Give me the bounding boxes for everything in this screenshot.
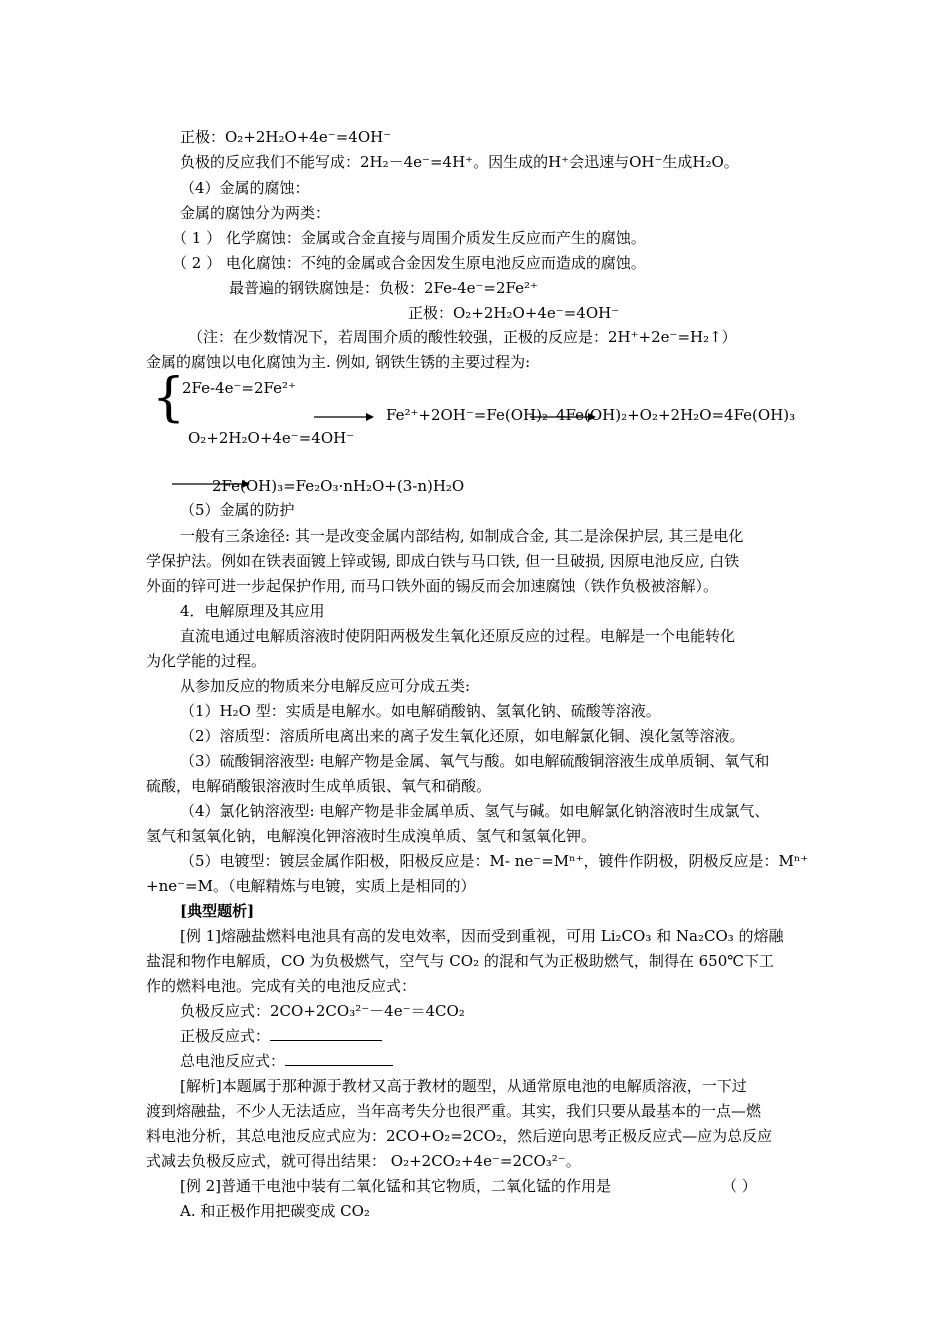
text-line: 4Fe(OH)₂+O₂+2H₂O=4Fe(OH)₃ <box>556 406 796 424</box>
text-line: （5）电镀型：镀层金属作阳极，阳极反应是：M- ne⁻=Mⁿ⁺，镀件作阴极，阴极反应是：Mⁿ⁺ <box>180 852 809 870</box>
text-line: 一般有三条途径: 其一是改变金属内部结构, 如制成合金, 其二是涂保护层, 其三是电化 <box>180 527 744 545</box>
text-line: 正极：O₂+2H₂O+4e⁻=4OH⁻ <box>180 128 392 146</box>
answer-parentheses: （ ） <box>722 1177 757 1195</box>
section-heading: [典型题析] <box>180 902 255 920</box>
text-line: 负极的反应我们不能写成：2H₂－4e⁻=4H⁺。因生成的H⁺会迅速与OH⁻生成H₂O。 <box>180 153 739 171</box>
text-line: （5）金属的防护 <box>180 501 295 519</box>
option-a: A. 和正极作用把碳变成 CO₂ <box>180 1202 370 1220</box>
text-line: 4．电解原理及其应用 <box>180 602 325 620</box>
text-line: （ 1 ） 化学腐蚀：金属或合金直接与周围介质发生反应而产生的腐蚀。 <box>172 229 646 247</box>
curly-brace: { <box>152 368 186 428</box>
text-line: 学保护法。例如在铁表面镀上锌或锡, 即成白铁与马口铁, 但一旦破损, 因原电池反应, 白铁 <box>146 552 740 570</box>
text-line: 料电池分析，其总电池反应式应为：2CO+O₂=2CO₂，然后逆向思考正极反应式—应为总反应 <box>146 1127 773 1145</box>
text-line: 作的燃料电池。完成有关的电池反应式： <box>146 977 417 995</box>
text-line: 金属的腐蚀以电化腐蚀为主. 例如, 钢铁生锈的主要过程为: <box>146 353 531 371</box>
text-line: 直流电通过电解质溶液时使阴阳两极发生氧化还原反应的过程。电解是一个电能转化 <box>180 627 736 645</box>
text-line: O₂+2H₂O+4e⁻=4OH⁻ <box>188 429 355 447</box>
text-line: （1）H₂O 型：实质是电解水。如电解硝酸钠、氢氧化钠、硫酸等溶液。 <box>180 702 661 720</box>
text-line: （2）溶质型：溶质所电离出来的离子发生氧化还原，如电解氯化铜、溴化氢等溶液。 <box>180 727 745 745</box>
answer-blank <box>285 1051 393 1066</box>
answer-blank <box>270 1026 382 1041</box>
answer-label: 正极反应式： <box>180 1027 271 1045</box>
text-line: 硫酸，电解硝酸银溶液时生成单质银、氧气和硝酸。 <box>146 777 492 795</box>
text-line: 式减去负极反应式，就可得出结果： O₂+2CO₂+4e⁻=2CO₃²⁻。 <box>146 1152 581 1170</box>
text-line: [例 1]熔融盐燃料电池具有高的发电效率，因而受到重视，可用 Li₂CO₃ 和 Na₂CO₃ 的熔融 <box>180 927 784 945</box>
text-line: 渡到熔融盐，不少人无法适应，当年高考失分也很严重。其实，我们只要从最基本的一点—燃 <box>146 1102 762 1120</box>
text-line: Fe²⁺+2OH⁻=Fe(OH)₂ <box>386 406 548 424</box>
text-line: +ne⁻=M。（电解精炼与电镀，实质上是相同的） <box>146 877 476 895</box>
text-line: 正极：O₂+2H₂O+4e⁻=4OH⁻ <box>408 304 620 322</box>
text-line: 金属的腐蚀分为两类： <box>180 204 331 222</box>
text-line: 氢气和氢氧化钠，电解溴化钾溶液时生成溴单质、氢气和氢氧化钾。 <box>146 827 597 845</box>
text-line: 为化学能的过程。 <box>146 652 267 670</box>
text-line: 负极反应式：2CO+2CO₃²⁻－4e⁻＝4CO₂ <box>180 1002 465 1020</box>
text-line: （3）硫酸铜溶液型: 电解产物是金属、氧气与酸。如电解硫酸铜溶液生成单质铜、氧气和 <box>180 752 770 770</box>
text-line: [例 2]普通干电池中装有二氧化锰和其它物质，二氧化锰的作用是 <box>180 1177 612 1195</box>
text-line <box>180 1026 382 1046</box>
text-line: 2Fe-4e⁻=2Fe²⁺ <box>182 379 296 397</box>
text-line <box>180 1051 393 1071</box>
text-line: （注：在少数情况下，若周围介质的酸性较强，正极的反应是：2H⁺+2e⁻=H₂↑） <box>188 328 737 346</box>
text-line: （4）金属的腐蚀： <box>180 179 310 197</box>
answer-label: 总电池反应式： <box>180 1052 286 1070</box>
text-line: 最普遍的钢铁腐蚀是：负极：2Fe-4e⁻=2Fe²⁺ <box>229 279 538 297</box>
text-line: 外面的锌可进一步起保护作用, 而马口铁外面的锡反而会加速腐蚀（铁作负极被溶解）。 <box>146 577 719 595</box>
text-line: （ 2 ） 电化腐蚀：不纯的金属或合金因发生原电池反应而造成的腐蚀。 <box>172 254 646 272</box>
text-line: 2Fe(OH)₃=Fe₂O₃·nH₂O+(3-n)H₂O <box>212 477 465 495</box>
text-line: [解析]本题属于那种源于教材又高于教材的题型，从通常原电池的电解质溶液，一下过 <box>180 1077 747 1095</box>
text-line: 从参加反应的物质来分电解反应可分成五类: <box>180 677 471 695</box>
text-line: （4）氯化钠溶液型: 电解产物是非金属单质、氢气与碱。如电解氯化钠溶液时生成氯气、 <box>180 802 770 820</box>
reaction-arrow <box>314 410 374 424</box>
text-line: 盐混和物作电解质，CO 为负极燃气，空气与 CO₂ 的混和气为正极助燃气，制得在 650℃下工 <box>146 952 775 970</box>
